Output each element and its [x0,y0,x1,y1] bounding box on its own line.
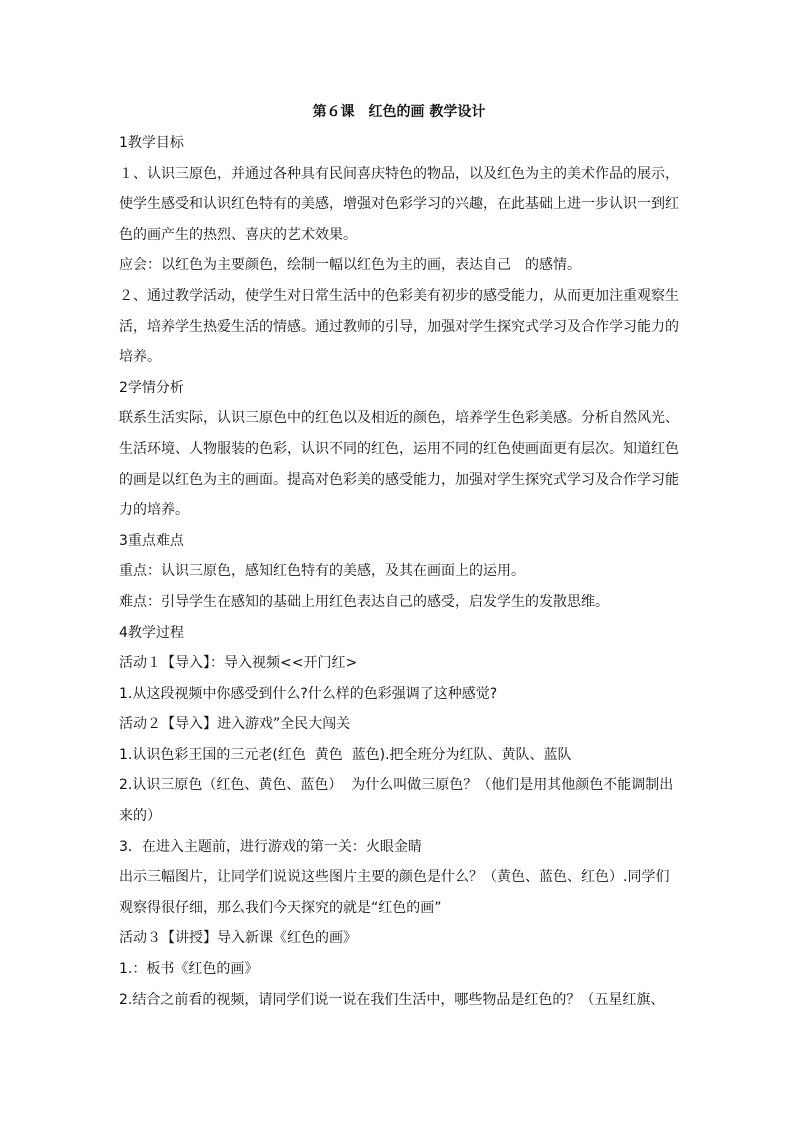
document-body [119,128,679,1015]
document-page [119,100,679,1015]
document-title: 第６课 红色的画 教学设计 [312,104,486,120]
paragraph-line: 活，培养学生热爱生活的情感。通过教师的引导，加强对学生探究式学习及合作学习能力的 [119,318,679,335]
paragraph-line: 难点：引导学生在感知的基础上用红色表达自己的感受，启发学生的发散思维。 [119,593,609,610]
paragraph-line: 出示三幅图片，让同学们说说这些图片主要的颜色是什么？（黄色、蓝色、红色）.同学们 [119,869,670,886]
activity-heading: 活动２【导入】进入游戏”全民大闯关 [119,716,351,733]
paragraph-line: 联系生活实际，认识三原色中的红色以及相近的颜色，培养学生色彩美感。分析自然风光、 [119,410,679,427]
section-heading-analysis: 2学情分析 [119,379,184,396]
section-heading-objectives: 1教学目标 [119,135,184,151]
paragraph-line: ２、通过教学活动，使学生对日常生活中的色彩美有初步的感受能力，从而更加注重观察生 [119,287,679,304]
activity-heading: 活动１【导入】：导入视频<<开门红> [119,655,358,672]
section-heading-key-points: 3重点难点 [119,532,184,549]
paragraph-line: 应会：以红色为主要颜色，绘制一幅以红色为主的画，表达自己 的感情。 [119,257,581,274]
section-heading-process: 4教学过程 [119,624,184,641]
paragraph-line: 1.从这段视频中你感受到什么?什么样的色彩强调了这种感觉? [119,685,498,702]
paragraph-line: 生活环境、人物服装的色彩，认识不同的红色，运用不同的红色使画面更有层次。知道红色 [119,440,679,457]
paragraph-line: 重点：认识三原色，感知红色特有的美感，及其在画面上的运用。 [119,563,525,580]
paragraph-line: 使学生感受和认识红色特有的美感，增强对色彩学习的兴趣，在此基础上进一步认识一到红 [119,196,679,213]
paragraph-line: １、认识三原色，并通过各种具有民间喜庆特色的物品，以及红色为主的美术作品的展示， [119,165,679,182]
paragraph-line: 1.认识色彩王国的三元老(红色 黄色 蓝色).把全班分为红队、黄队、蓝队 [119,746,572,763]
paragraph-line: 2.结合之前看的视频，请同学们说一说在我们生活中，哪些物品是红色的？（五星红旗、 [119,991,665,1008]
paragraph-line: 的画是以红色为主的画面。提高对色彩美的感受能力，加强对学生探究式学习及合作学习能 [119,471,679,488]
paragraph-line: 来的） [119,808,161,825]
paragraph-line: 培养。 [119,349,161,366]
paragraph-line: 1.：板书《红色的画》 [119,961,259,978]
paragraph-line: 色的画产生的热烈、喜庆的艺术效果。 [119,226,357,243]
activity-heading: 活动３【讲授】导入新课《红色的画》 [119,930,357,947]
paragraph-line: 观察得很仔细，那么我们今天探究的就是“红色的画” [119,899,442,916]
paragraph-line: 2.认识三原色（红色、黄色、蓝色） 为什么叫做三原色？（他们是用其他颜色不能调制出 [119,777,674,794]
paragraph-line: 3．在进入主题前，进行游戏的第一关：火眼金睛 [119,838,422,855]
paragraph-line: 力的培养。 [119,502,189,519]
